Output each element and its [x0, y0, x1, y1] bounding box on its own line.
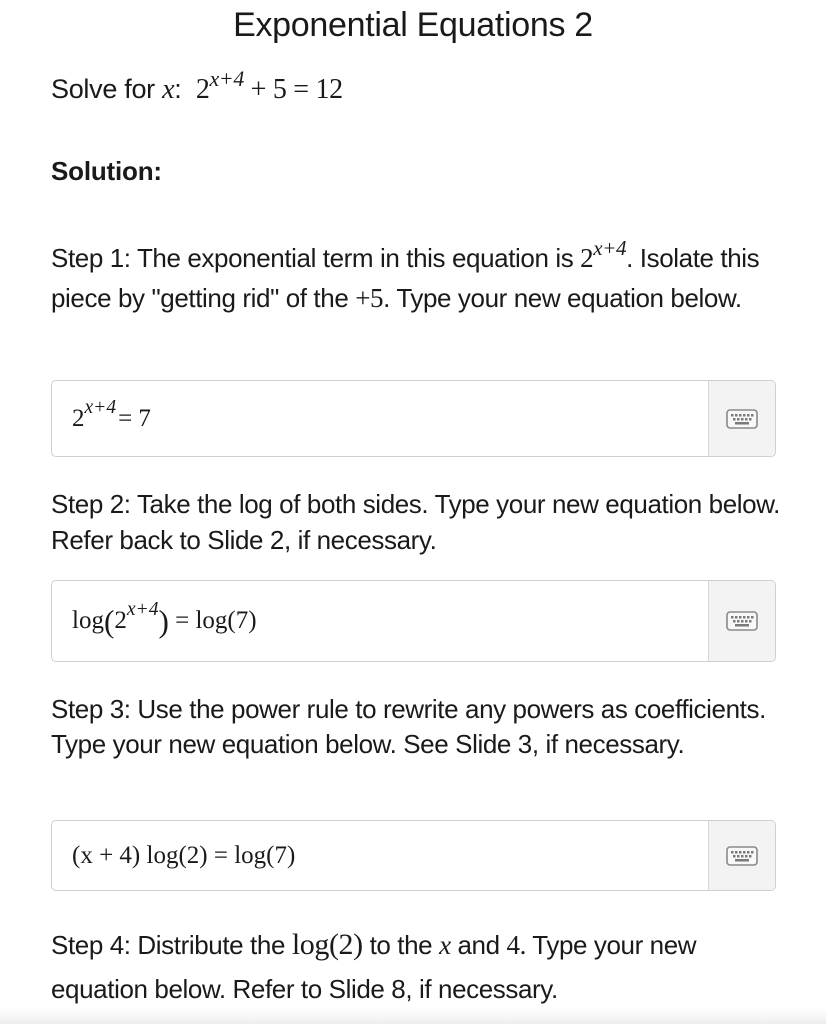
step-1-answer-base: 2	[72, 404, 85, 432]
step-4-text-a: Step 4: Distribute the	[51, 930, 292, 960]
step-1-keyboard-button[interactable]	[708, 381, 775, 456]
step-2-keyboard-button[interactable]	[708, 581, 775, 661]
step-1-term2: +5	[355, 283, 384, 313]
step-2-answer-func: log	[72, 607, 104, 634]
step-3-answer-text: (x + 4) log(2) = log(7)	[72, 841, 296, 869]
step-1-term	[580, 236, 627, 273]
problem-equation	[195, 67, 343, 105]
step-4-text-b: to the	[362, 930, 440, 960]
step-4-instructions	[51, 923, 791, 1011]
problem-prefix: Solve for	[51, 74, 155, 104]
step-3-answer-input[interactable]	[52, 821, 709, 890]
step-1-term-exp: x+4	[593, 236, 627, 261]
step-1-instructions	[51, 238, 791, 318]
step-4-term1: log(2)	[291, 928, 363, 961]
step-3-instructions: Step 3: Use the power rule to rewrite any powers as coefficients. Type your new equation below. See Slide 3, if necessary.	[51, 694, 766, 759]
page-title: Exponential Equations 2	[233, 6, 593, 44]
step-2-open-paren: (	[103, 604, 115, 640]
step-1-text-a: Step 1: The exponential term in this equation is	[51, 243, 581, 273]
step-3-keyboard-button[interactable]	[708, 821, 775, 890]
problem-base: 2	[195, 74, 210, 105]
step-1-term-base: 2	[580, 243, 594, 273]
step-4-text-c: and	[450, 930, 507, 960]
problem-rest: + 5 = 12	[250, 74, 343, 105]
step-2-answer-field[interactable]	[51, 580, 776, 662]
step-1-answer-rest: = 7	[118, 404, 151, 432]
step-1-text-c: . Type your new equation below.	[383, 283, 742, 313]
keyboard-icon	[726, 409, 758, 429]
problem-variable: x	[162, 74, 175, 105]
step-4-term3: 4.	[506, 930, 526, 960]
step-2-answer-input[interactable]: log ( 2 $^{x+4}$ ) = log(7)	[72, 599, 257, 640]
step-1-answer-field[interactable]	[51, 380, 776, 457]
bottom-edge	[0, 1008, 826, 1024]
step-1-answer-input[interactable]: 2 $^{x+4}$ = 7	[72, 396, 151, 432]
problem-statement	[51, 67, 343, 106]
step-2-answer-rest: = log(7)	[175, 607, 257, 634]
step-1-text-b: . Isolate this piece by "getting rid" of the	[51, 243, 760, 313]
step-3-answer-field[interactable]	[51, 820, 776, 891]
step-2-instructions: Step 2: Take the log of both sides. Type your new equation below. Refer back to Slide 2, if necessary.	[51, 489, 781, 555]
problem-exponent: x+4	[209, 67, 244, 91]
step-2-close-paren: )	[158, 604, 169, 640]
step-2-answer-base: 2	[114, 607, 127, 634]
solution-label: Solution:	[51, 156, 162, 186]
step-4-text-d: Type your new equation below. Refer to Slide 8, if necessary.	[51, 930, 697, 1004]
step-4-term2: x	[439, 930, 451, 960]
problem-colon: :	[174, 74, 182, 104]
keyboard-icon	[726, 846, 758, 866]
keyboard-icon	[726, 611, 758, 631]
